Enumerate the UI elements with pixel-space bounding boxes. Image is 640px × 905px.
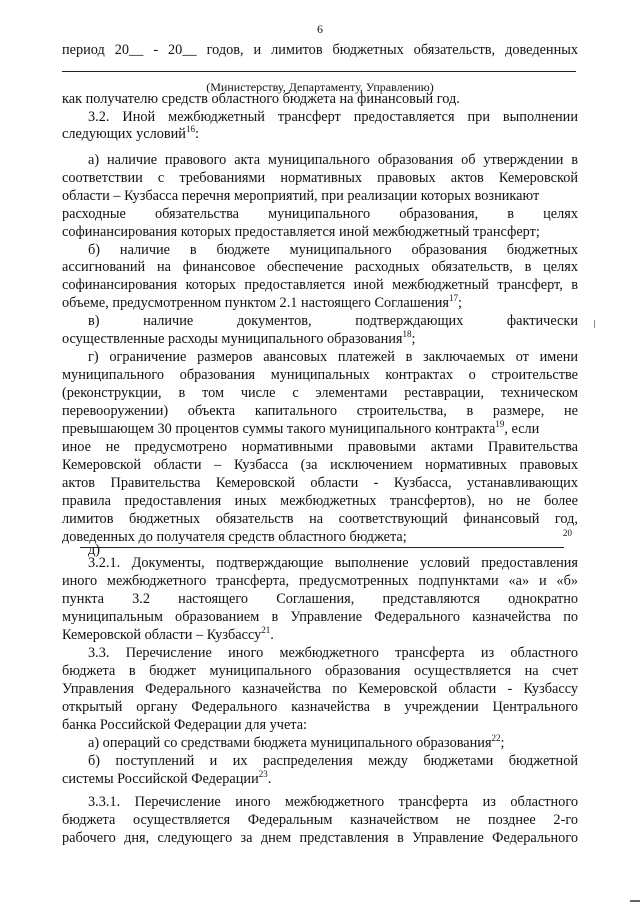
text-span: области – Кузбасса перечня мероприятий, при реализации которых возникают: [62, 188, 540, 204]
text-span: д): [88, 542, 101, 558]
text-span: открытый органу Федерального казначейства в учреждении Центрального: [62, 699, 578, 715]
text-span: :: [194, 126, 199, 142]
text-span: правила предоставления иных межбюджетных трансфертов), но не более: [62, 493, 578, 509]
text-line: [62, 276, 578, 294]
text-span: Кемеровской области – Кузбассу: [62, 627, 262, 643]
text-span: 3.3.1. Перечисление иного межбюджетного трансферта из областного: [88, 794, 578, 810]
text-line: [62, 223, 578, 241]
text-line: [88, 108, 578, 126]
footnote-marker: 18: [402, 329, 412, 339]
text-line: [62, 698, 578, 716]
text-span: Кемеровской области – Кузбасса (за исключением нормативных правовых: [62, 457, 578, 473]
text-span: Управления Федерального казначейства по Кемеровской области - Кузбассу: [62, 681, 578, 697]
text-span: ассигнований на финансовое обеспечение расходных обязательств, в целях: [62, 259, 578, 275]
text-line: [62, 829, 578, 847]
text-span: банка Российской Федерации для учета:: [62, 717, 308, 733]
text-line: [62, 572, 578, 590]
text-span: актов Правительства Кемеровской области - Кузбасса, устанавливающих: [62, 475, 578, 491]
footnote-marker: 17: [448, 293, 458, 303]
text-line: [62, 608, 578, 626]
text-span: бюджета осуществляется Федеральным казначейством не позднее 2-го: [62, 812, 578, 828]
text-line: [62, 811, 578, 829]
text-span: перевооружении) объекта капитального строительства, в размере, не: [62, 403, 578, 419]
text-span: 3.3. Перечисление иного межбюджетного трансферта из областного: [88, 645, 578, 661]
text-line: [88, 752, 578, 770]
text-line: [62, 456, 578, 474]
page-number: 6: [317, 22, 323, 36]
text-span: системы Российской Федерации: [62, 771, 259, 787]
text-line: [62, 205, 578, 223]
text-line: [62, 492, 578, 510]
text-span: б) наличие в бюджете муниципального образования бюджетных: [88, 242, 578, 258]
footnote-marker: 19: [495, 419, 505, 429]
text-line: [62, 510, 578, 528]
text-line: [62, 626, 578, 644]
text-span: доведенных до получателя средств областного бюджета;: [62, 529, 407, 545]
footnote-marker-20: 20: [563, 528, 572, 538]
text-line: [62, 770, 578, 788]
text-span: иного межбюджетного трансферта, предусмотренных подпунктами «а» и «б»: [62, 573, 578, 589]
text-span: 3.2.1. Документы, подтверждающие выполнение условий предоставления: [88, 555, 578, 571]
text-span: муниципального образования муниципальных контрактах о строительстве: [62, 367, 578, 383]
text-span: (реконструкции, в том числе с элементами реставрации, техническом: [62, 385, 578, 401]
text-line: [62, 474, 578, 492]
text-span: ;: [500, 735, 505, 751]
text-line: [62, 125, 578, 143]
text-span: рабочего дня, следующего за днем представления в Управление Федерального: [62, 830, 578, 846]
text-span: объеме, предусмотренном пунктом 2.1 настоящего Соглашения: [62, 295, 449, 311]
text-line: [62, 169, 578, 187]
text-line: [62, 384, 578, 402]
text-span: г) ограничение размеров авансовых платежей в заключаемых от имени: [88, 349, 578, 365]
text-span: 3.2. Иной межбюджетный трансферт предоставляется при выполнении: [88, 109, 578, 125]
text-span: соответствии с требованиями нормативных правовых актов Кемеровской: [62, 170, 578, 186]
blank-line-d: [80, 547, 564, 548]
text-span: осуществленные расходы муниципального образования: [62, 331, 403, 347]
text-span: б) поступлений и их распределения между бюджетами бюджетной: [88, 753, 578, 769]
text-span: .: [270, 627, 274, 643]
text-line: [62, 590, 578, 608]
text-line: [62, 90, 578, 108]
text-line: [62, 330, 578, 348]
text-line: [88, 644, 578, 662]
text-line: [62, 366, 578, 384]
text-span: софинансирования которых предоставляется иной межбюджетный трансферт, в: [62, 277, 578, 293]
text-line: [62, 294, 578, 312]
margin-mark: [594, 320, 595, 328]
text-span: ;: [411, 331, 416, 347]
text-span: в) наличие документов, подтверждающих фактически: [88, 313, 578, 329]
text-span: иное не предусмотрено нормативными правовыми актами Правительства: [62, 439, 578, 455]
text-span: .: [267, 771, 272, 787]
text-span: , если: [504, 421, 540, 437]
text-span: лимитов бюджетных обязательств на соответствующий финансовый год,: [62, 511, 578, 527]
text-line: [88, 734, 578, 752]
text-line: [88, 348, 578, 366]
text-span: муниципальным образованием в Управление Федерального казначейства по: [62, 609, 578, 625]
text-line: [62, 680, 578, 698]
text-line: [88, 312, 578, 330]
text-span: софинансирования которых предоставляется иной межбюджетный трансферт;: [62, 224, 540, 240]
footnote-marker: 22: [491, 733, 501, 743]
text-line: [62, 187, 578, 205]
underline-caption: (Министерству, Департаменту, Управлению): [206, 80, 434, 94]
text-line: [62, 402, 578, 420]
text-span: как получателю средств областного бюджета на финансовый год.: [62, 91, 460, 107]
text-line: [88, 554, 578, 572]
header-line: период 20__ - 20__ годов, и лимитов бюджетных обязательств, доведенных: [62, 42, 578, 58]
text-span: а) операций со средствами бюджета муниципального образования: [88, 735, 492, 751]
text-line: [62, 420, 578, 438]
text-line: [88, 241, 578, 259]
footnote-marker: 23: [258, 769, 268, 779]
text-span: расходные обязательства муниципального образования, в целях: [62, 206, 578, 222]
text-span: следующих условий: [62, 126, 186, 142]
text-line: [62, 716, 578, 734]
footnote-marker: 16: [185, 124, 195, 134]
blank-underline: [62, 71, 576, 72]
text-span: а) наличие правового акта муниципального образования об утверждении в: [88, 152, 578, 168]
text-span: превышающем 30 процентов суммы такого муниципального контракта: [62, 421, 496, 437]
text-line: [62, 258, 578, 276]
page-edge-mark: [630, 900, 640, 902]
text-line: [88, 151, 578, 169]
text-line: [88, 793, 578, 811]
text-span: ;: [457, 295, 462, 311]
text-span: бюджета в бюджет муниципального образования осуществляется на счет: [62, 663, 578, 679]
text-line: [62, 438, 578, 456]
footnote-marker: 21: [261, 625, 271, 635]
text-line: [62, 662, 578, 680]
text-span: пункта 3.2 настоящего Соглашения, представляются однократно: [62, 591, 578, 607]
